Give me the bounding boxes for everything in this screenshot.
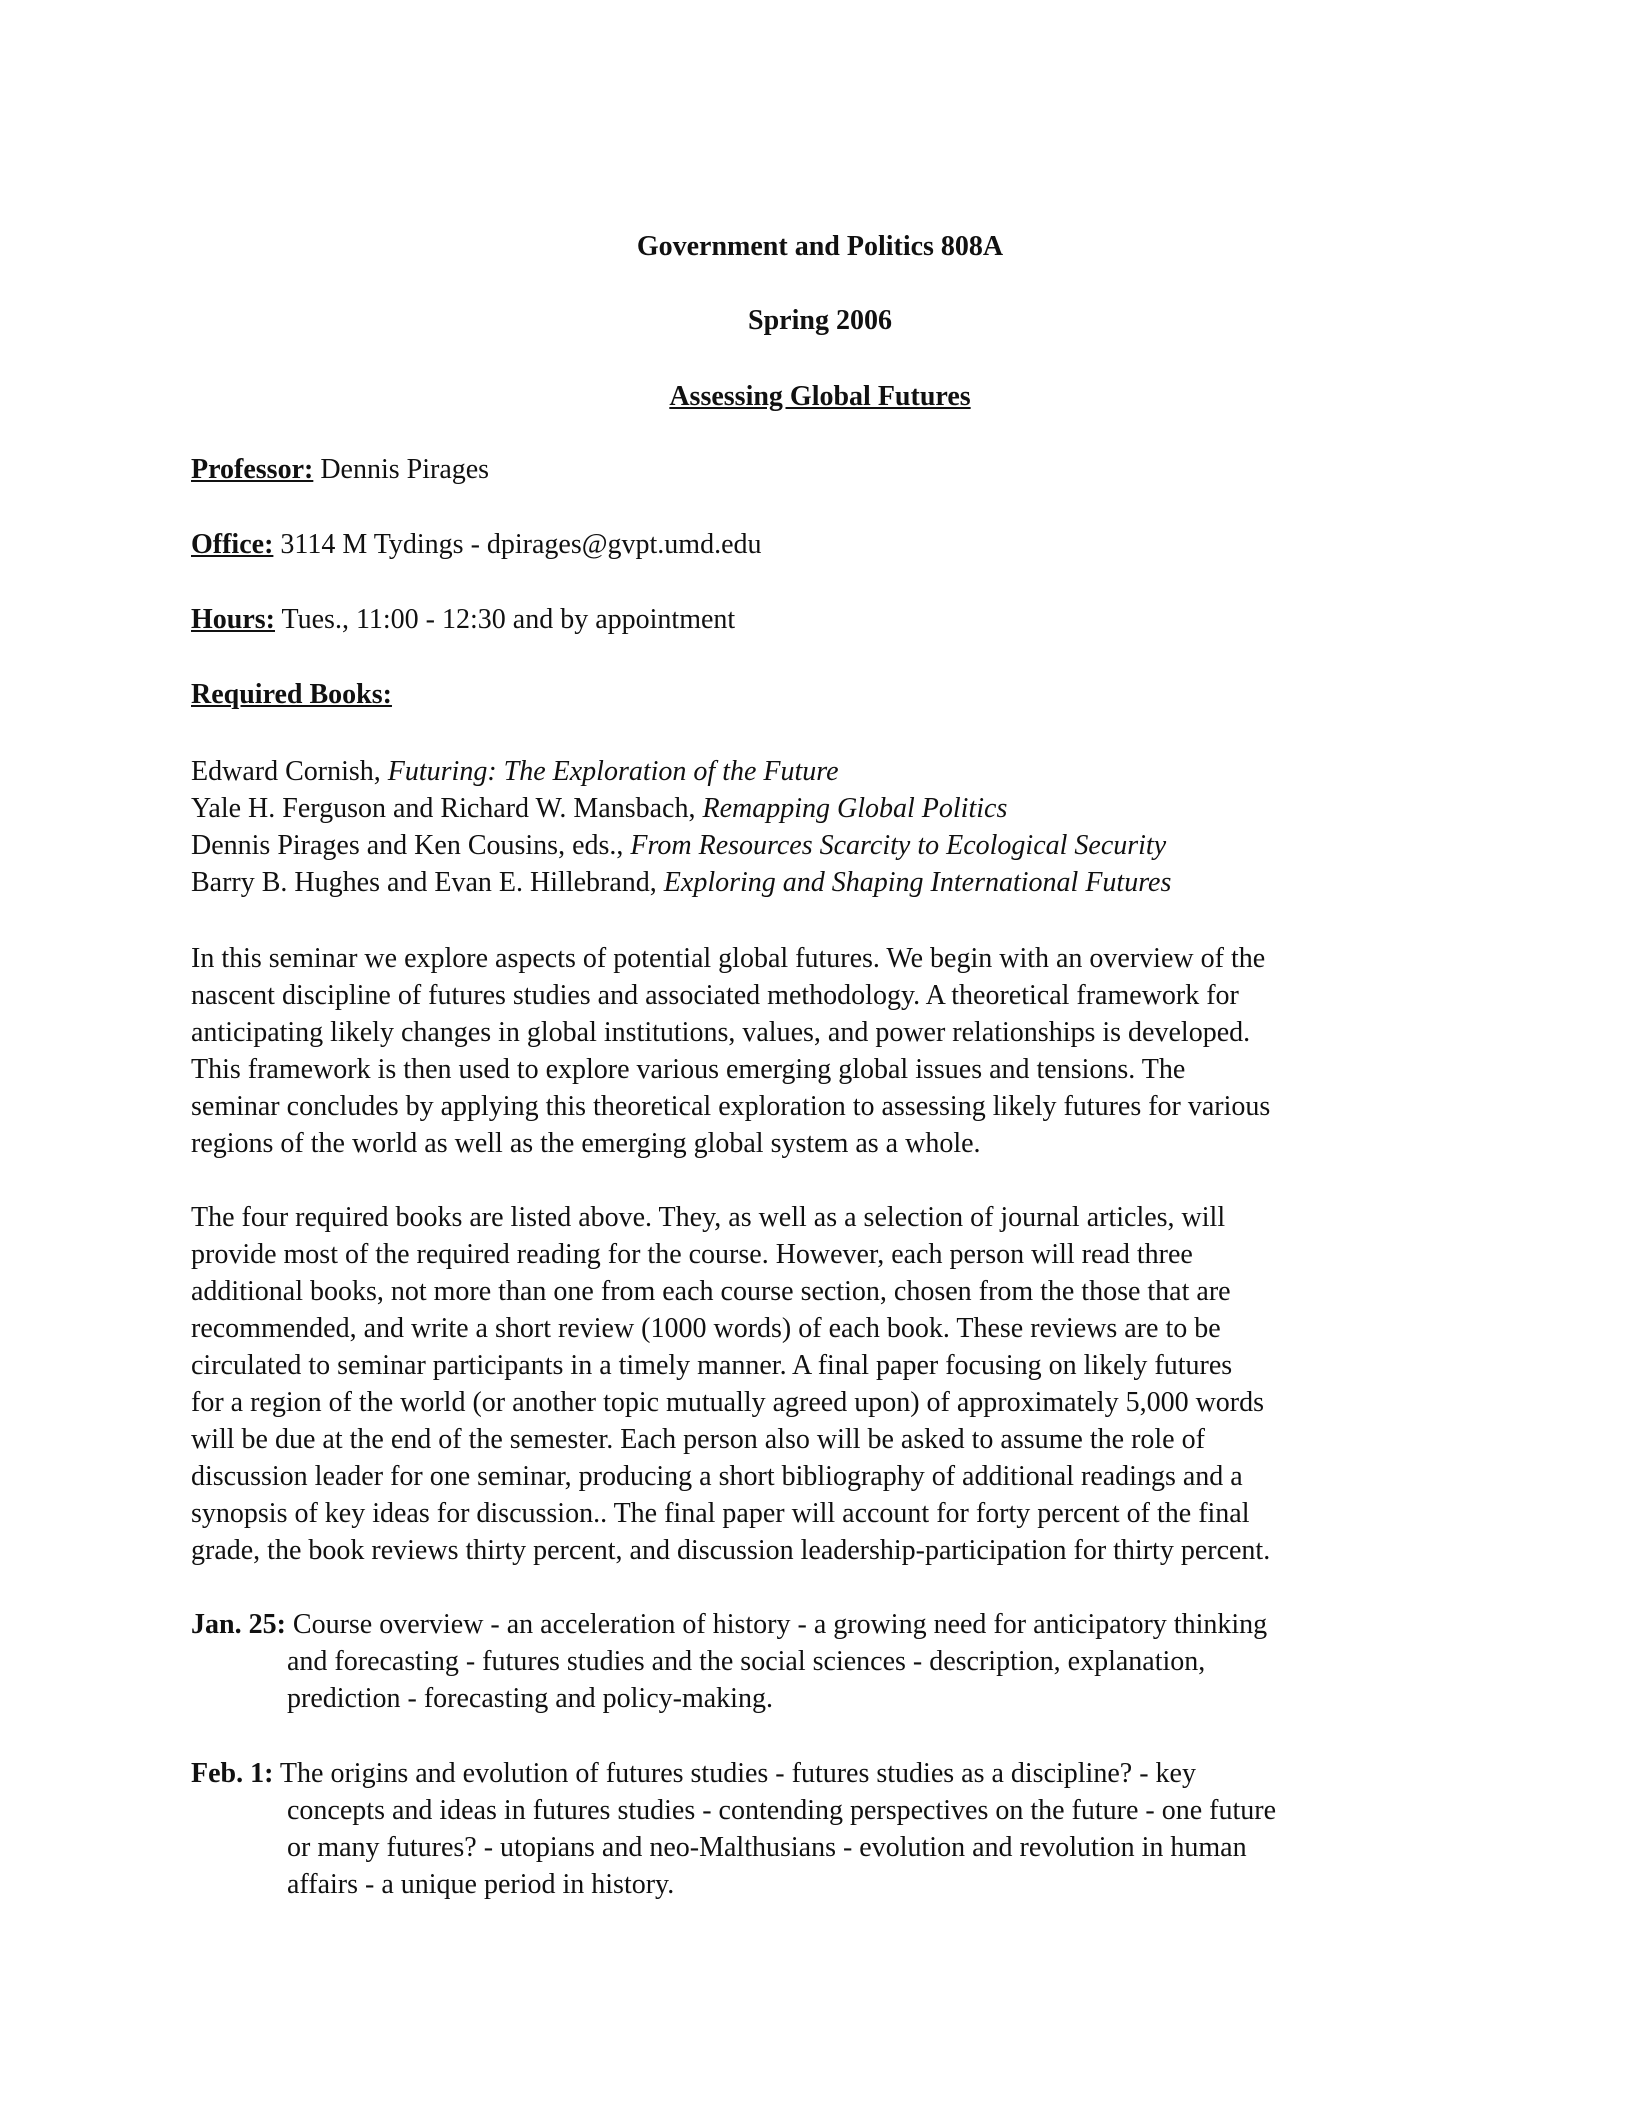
session-line: prediction - forecasting and policy-making. (287, 1683, 773, 1714)
paragraph-line: seminar concludes by applying this theoretical exploration to assessing likely futures for various (191, 1091, 1271, 1122)
book-authors: Yale H. Ferguson and Richard W. Mansbach, (191, 793, 703, 824)
paragraph-line: regions of the world as well as the emerging global system as a whole. (191, 1128, 981, 1159)
book-authors: Edward Cornish, (191, 756, 388, 787)
hours-line (191, 604, 735, 636)
course-heading: Government and Politics 808A (636, 231, 1004, 262)
session-first-line (191, 1606, 1481, 1643)
paragraph-line: circulated to seminar participants in a timely manner. A final paper focusing on likely futures (191, 1350, 1233, 1381)
book-entry (191, 864, 1171, 901)
session-entry-jan-25 (191, 1606, 1481, 1717)
session-line: affairs - a unique period in history. (287, 1869, 675, 1900)
paragraph-line: The four required books are listed above. They, as well as a selection of journal articles, will (191, 1202, 1226, 1233)
book-list (191, 753, 1171, 901)
course-title: Assessing Global Futures (669, 381, 971, 412)
book-title: Exploring and Shaping International Futures (663, 867, 1172, 898)
professor-line (191, 454, 489, 486)
paragraph-line: discussion leader for one seminar, producing a short bibliography of additional readings and a (191, 1461, 1243, 1492)
requirements-paragraph (191, 1199, 1481, 1569)
book-authors: Dennis Pirages and Ken Cousins, eds., (191, 830, 631, 861)
book-entry (191, 827, 1171, 864)
paragraph-line: synopsis of key ideas for discussion.. The final paper will account for forty percent of the final (191, 1498, 1250, 1529)
paragraph-line: for a region of the world (or another topic mutually agreed upon) of approximately 5,000 words (191, 1387, 1265, 1418)
professor-label: Professor: (191, 454, 314, 485)
paragraph-line: will be due at the end of the semester. Each person also will be asked to assume the role of (191, 1424, 1205, 1455)
paragraph-line: nascent discipline of futures studies and associated methodology. A theoretical framework for (191, 980, 1239, 1011)
session-topic: The origins and evolution of futures studies - futures studies as a discipline? - key (273, 1758, 1196, 1789)
book-title: Remapping Global Politics (702, 793, 1008, 824)
session-entry-feb-1 (191, 1755, 1481, 1903)
session-date: Feb. 1: (191, 1758, 274, 1789)
hours-value: Tues., 11:00 - 12:30 and by appointment (275, 604, 736, 635)
office-value: 3114 M Tydings - dpirages@gvpt.umd.edu (273, 529, 762, 560)
office-line (191, 529, 762, 561)
book-entry (191, 753, 1171, 790)
session-line: or many futures? - utopians and neo-Malthusians - evolution and revolution in human (287, 1832, 1247, 1863)
paragraph-line: grade, the book reviews thirty percent, and discussion leadership-participation for thirty percent. (191, 1535, 1271, 1566)
book-title: Futuring: The Exploration of the Future (387, 756, 839, 787)
hours-label: Hours: (191, 604, 275, 635)
paragraph-line: In this seminar we explore aspects of potential global futures. We begin with an overview of the (191, 943, 1266, 974)
professor-value: Dennis Pirages (313, 454, 490, 485)
book-title: From Resources Scarcity to Ecological Security (630, 830, 1167, 861)
paragraph-line: additional books, not more than one from each course section, chosen from the those that are (191, 1276, 1231, 1307)
book-entry (191, 790, 1171, 827)
seminar-description-paragraph (191, 940, 1481, 1162)
term-heading: Spring 2006 (748, 305, 892, 336)
paragraph-line: anticipating likely changes in global institutions, values, and power relationships is developed. (191, 1017, 1251, 1048)
paragraph-line: provide most of the required reading for the course. However, each person will read three (191, 1239, 1193, 1270)
session-line: and forecasting - futures studies and the social sciences - description, explanation, (287, 1646, 1206, 1677)
book-authors: Barry B. Hughes and Evan E. Hillebrand, (191, 867, 664, 898)
paragraph-line: This framework is then used to explore various emerging global issues and tensions. The (191, 1054, 1186, 1085)
session-first-line (191, 1755, 1481, 1792)
paragraph-line: recommended, and write a short review (1000 words) of each book. These reviews are to be (191, 1313, 1221, 1344)
session-line: concepts and ideas in futures studies - contending perspectives on the future - one future (287, 1795, 1277, 1826)
office-label: Office: (191, 529, 274, 560)
session-topic: Course overview - an acceleration of history - a growing need for anticipatory thinking (285, 1609, 1268, 1640)
session-date: Jan. 25: (191, 1609, 286, 1640)
required-books-heading: Required Books: (191, 679, 392, 710)
